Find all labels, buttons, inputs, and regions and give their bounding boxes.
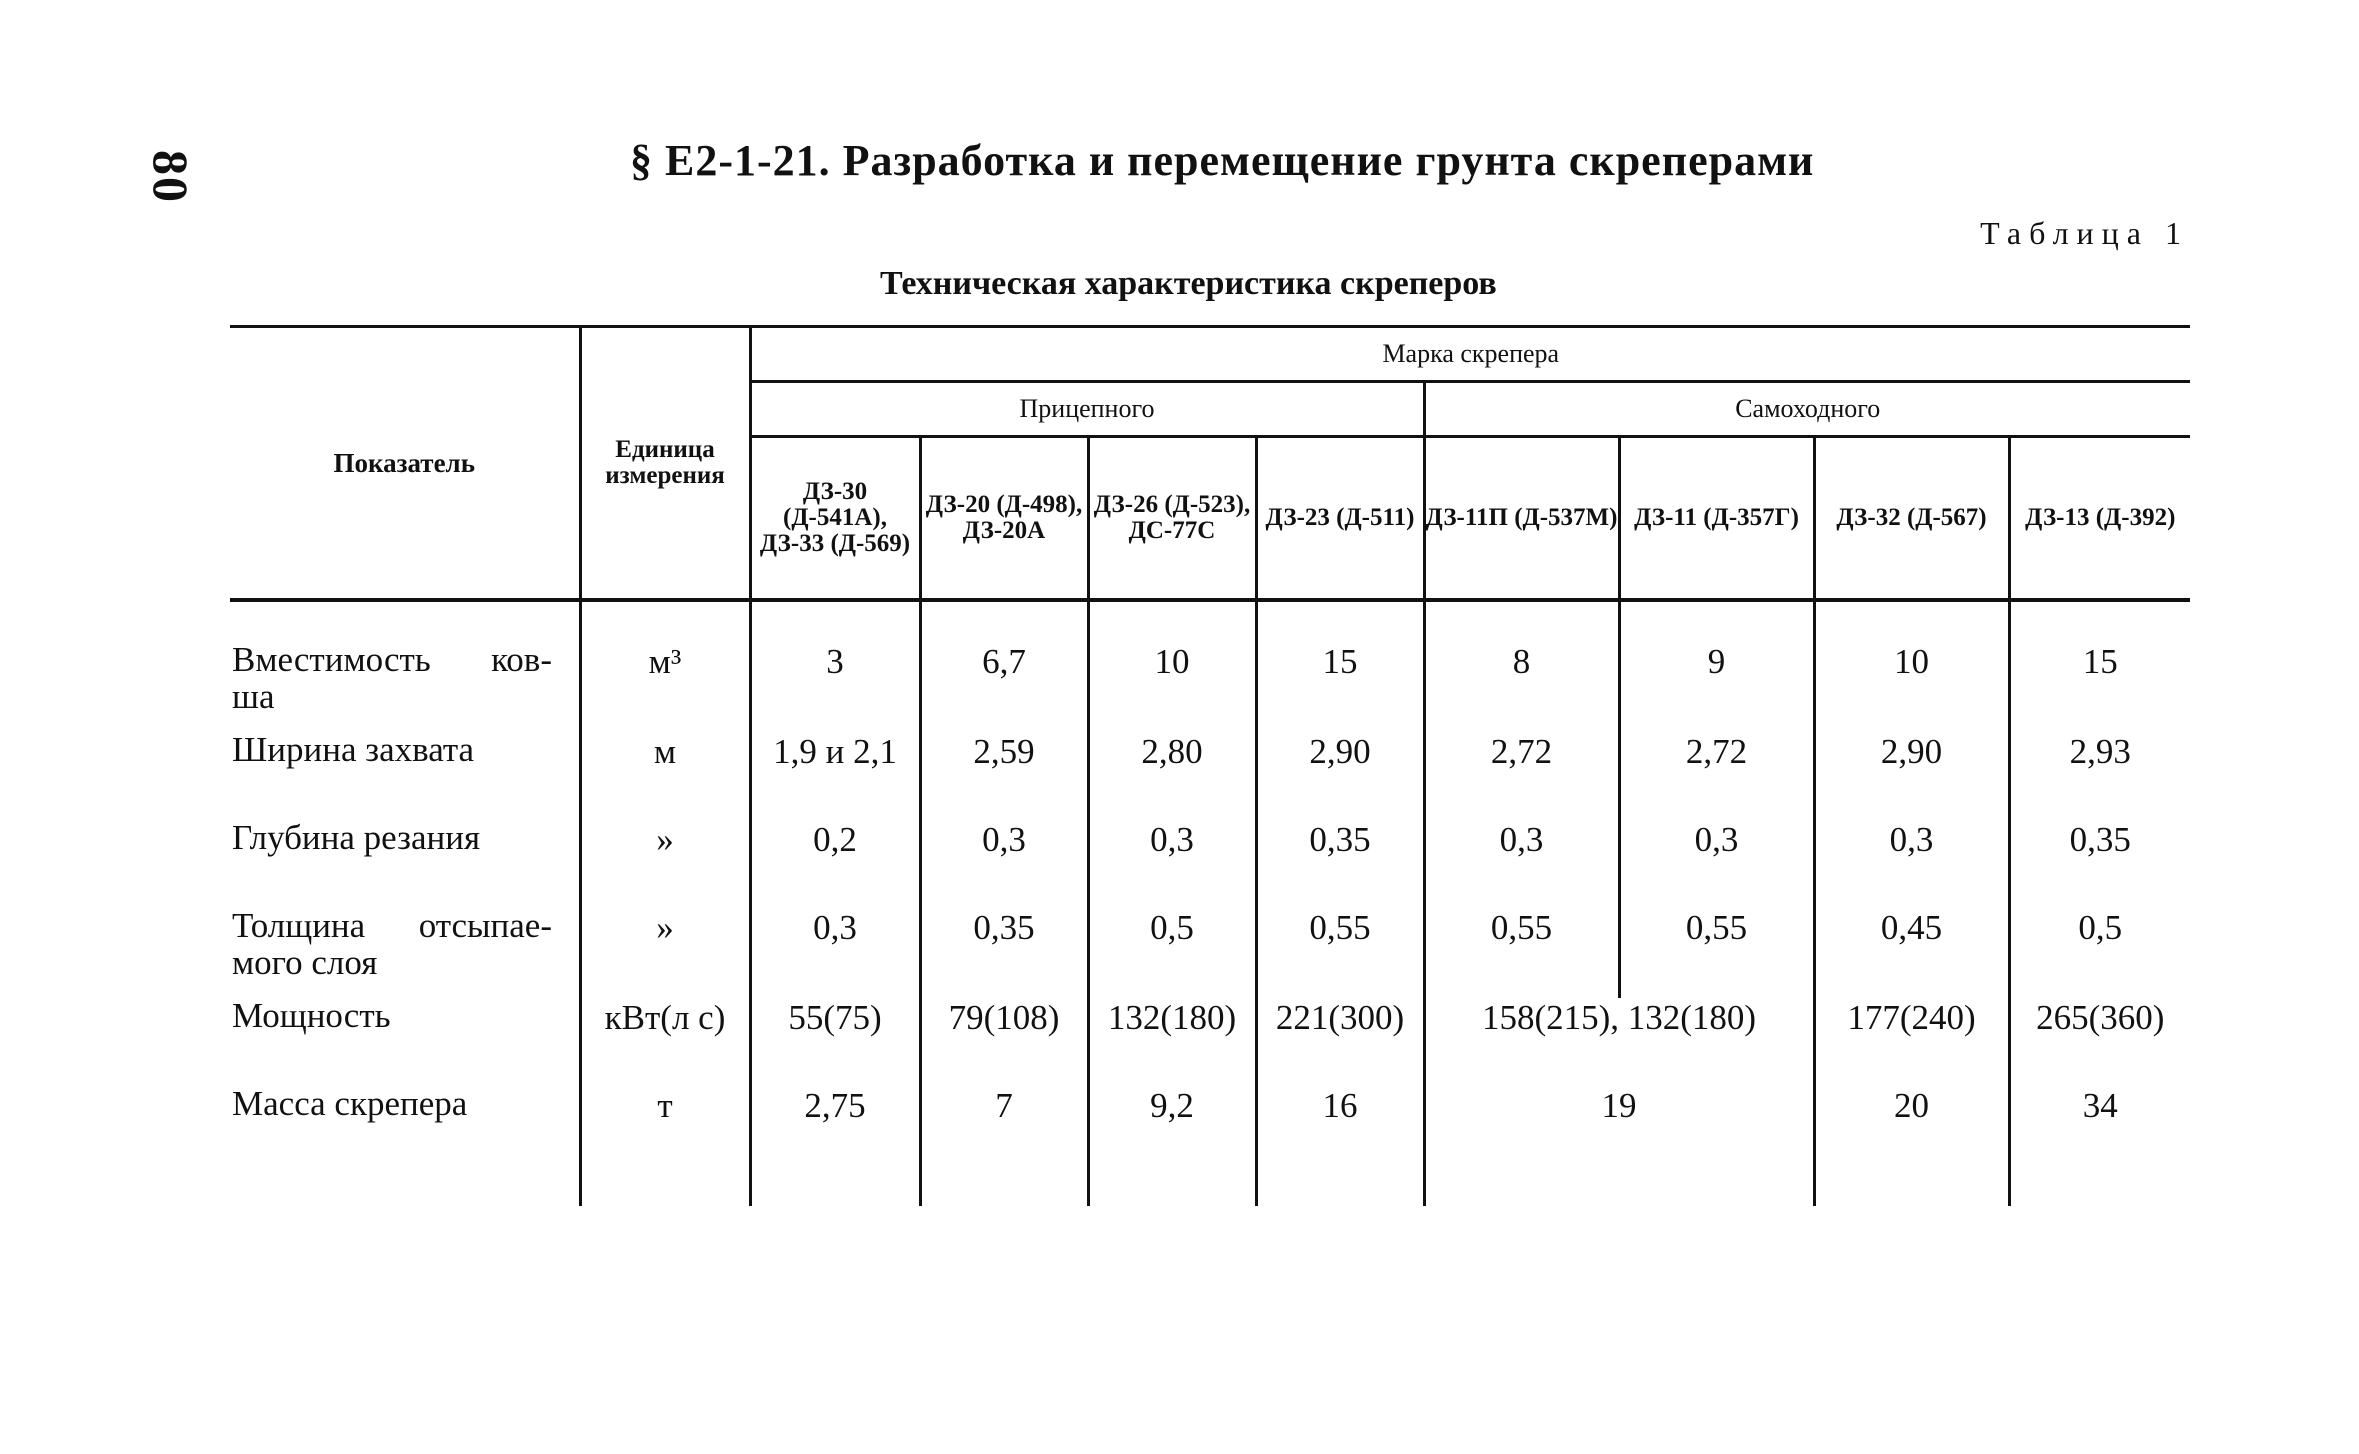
table-cell: 2,72 bbox=[1619, 732, 1814, 820]
row-label-word: ша bbox=[232, 676, 275, 716]
header-indicator: Показатель bbox=[230, 327, 580, 601]
table-cell: 0,3 bbox=[1088, 820, 1256, 908]
table-cell: 2,59 bbox=[920, 732, 1088, 820]
table-cell: 9 bbox=[1619, 642, 1814, 732]
row-label-word: ков- bbox=[491, 640, 552, 679]
table-cell: 177(240) bbox=[1814, 998, 2009, 1086]
table-cell-merged: 19 bbox=[1424, 1086, 1814, 1206]
row-label: Глубина резания bbox=[232, 818, 481, 857]
table-row bbox=[230, 908, 2190, 998]
table-cell-merged: 158(215), 132(180) bbox=[1424, 998, 1814, 1086]
header-model: ДЗ-23 (Д-511) bbox=[1256, 437, 1424, 601]
header-model: ДЗ-20 (Д-498), ДЗ-20А bbox=[920, 437, 1088, 601]
table-cell: 265(360) bbox=[2009, 998, 2190, 1086]
header-model: ДЗ-26 (Д-523), ДС-77С bbox=[1088, 437, 1256, 601]
table-row bbox=[230, 642, 2190, 732]
row-label-word: Толщина bbox=[232, 906, 366, 945]
row-label bbox=[230, 908, 580, 998]
table-row bbox=[230, 1086, 2190, 1206]
row-label-word: Вместимость bbox=[232, 640, 431, 679]
section-title: § Е2-1-21. Разработка и перемещение грунта скреперами bbox=[630, 136, 1815, 185]
header-unit: Единица измерения bbox=[580, 327, 750, 601]
row-label-word: отсыпае- bbox=[418, 906, 552, 945]
table-cell: 0,45 bbox=[1814, 908, 2009, 998]
table-cell: 9,2 bbox=[1088, 1086, 1256, 1206]
row-label: Ширина захвата bbox=[232, 730, 475, 769]
table-cell: 0,35 bbox=[920, 908, 1088, 998]
table-cell: 0,35 bbox=[2009, 820, 2190, 908]
specs-table-wrapper bbox=[230, 325, 2190, 1206]
table-cell: 79(108) bbox=[920, 998, 1088, 1086]
table-cell: 2,75 bbox=[750, 1086, 920, 1206]
header-model: ДЗ-30 (Д-541А), ДЗ-33 (Д-569) bbox=[750, 437, 920, 601]
row-label-word: мого слоя bbox=[232, 942, 378, 982]
header-model: ДЗ-11П (Д-537М) bbox=[1424, 437, 1619, 601]
table-cell: 0,3 bbox=[920, 820, 1088, 908]
unit-cell: м³ bbox=[580, 642, 750, 732]
table-cell: 8 bbox=[1424, 642, 1619, 732]
table-cell: 0,2 bbox=[750, 820, 920, 908]
table-cell: 34 bbox=[2009, 1086, 2190, 1206]
table-cell: 55(75) bbox=[750, 998, 920, 1086]
unit-cell: » bbox=[580, 820, 750, 908]
table-cell: 0,3 bbox=[750, 908, 920, 998]
table-subtitle: Техническая характеристика скреперов bbox=[880, 265, 1497, 302]
unit-cell: м bbox=[580, 732, 750, 820]
table-cell: 0,55 bbox=[1619, 908, 1814, 998]
page-number: 80 bbox=[143, 150, 199, 204]
header-model: ДЗ-32 (Д-567) bbox=[1814, 437, 2009, 601]
table-cell: 2,90 bbox=[1814, 732, 2009, 820]
scraper-specs-table bbox=[230, 325, 2190, 1206]
header-brand: Марка скрепера bbox=[750, 327, 2190, 382]
table-row bbox=[230, 998, 2190, 1086]
unit-cell: » bbox=[580, 908, 750, 998]
table-cell: 20 bbox=[1814, 1086, 2009, 1206]
table-cell: 15 bbox=[2009, 642, 2190, 732]
table-cell: 0,55 bbox=[1424, 908, 1619, 998]
table-cell: 10 bbox=[1088, 642, 1256, 732]
table-cell: 7 bbox=[920, 1086, 1088, 1206]
unit-cell: т bbox=[580, 1086, 750, 1206]
table-cell: 10 bbox=[1814, 642, 2009, 732]
table-cell: 0,5 bbox=[2009, 908, 2190, 998]
table-cell: 0,3 bbox=[1814, 820, 2009, 908]
table-row bbox=[230, 732, 2190, 820]
table-cell: 0,35 bbox=[1256, 820, 1424, 908]
table-cell: 2,93 bbox=[2009, 732, 2190, 820]
table-cell: 0,5 bbox=[1088, 908, 1256, 998]
table-cell: 2,72 bbox=[1424, 732, 1619, 820]
table-cell: 2,80 bbox=[1088, 732, 1256, 820]
row-label: Мощность bbox=[232, 996, 391, 1035]
table-cell: 15 bbox=[1256, 642, 1424, 732]
header-model: ДЗ-11 (Д-357Г) bbox=[1619, 437, 1814, 601]
table-cell: 16 bbox=[1256, 1086, 1424, 1206]
row-label: Масса скрепера bbox=[232, 1084, 468, 1123]
row-label bbox=[230, 642, 580, 732]
table-cell: 1,9 и 2,1 bbox=[750, 732, 920, 820]
table-label: Таблица 1 bbox=[1980, 215, 2189, 251]
unit-cell: кВт(л с) bbox=[580, 998, 750, 1086]
header-model: ДЗ-13 (Д-392) bbox=[2009, 437, 2190, 601]
table-cell: 132(180) bbox=[1088, 998, 1256, 1086]
table-cell: 6,7 bbox=[920, 642, 1088, 732]
header-group-trailed: Прицепного bbox=[750, 382, 1424, 437]
header-group-self-propelled: Самоходного bbox=[1424, 382, 2190, 437]
table-cell: 0,3 bbox=[1424, 820, 1619, 908]
table-cell: 0,3 bbox=[1619, 820, 1814, 908]
table-cell: 221(300) bbox=[1256, 998, 1424, 1086]
table-cell: 3 bbox=[750, 642, 920, 732]
table-cell: 0,55 bbox=[1256, 908, 1424, 998]
table-row bbox=[230, 820, 2190, 908]
table-cell: 2,90 bbox=[1256, 732, 1424, 820]
